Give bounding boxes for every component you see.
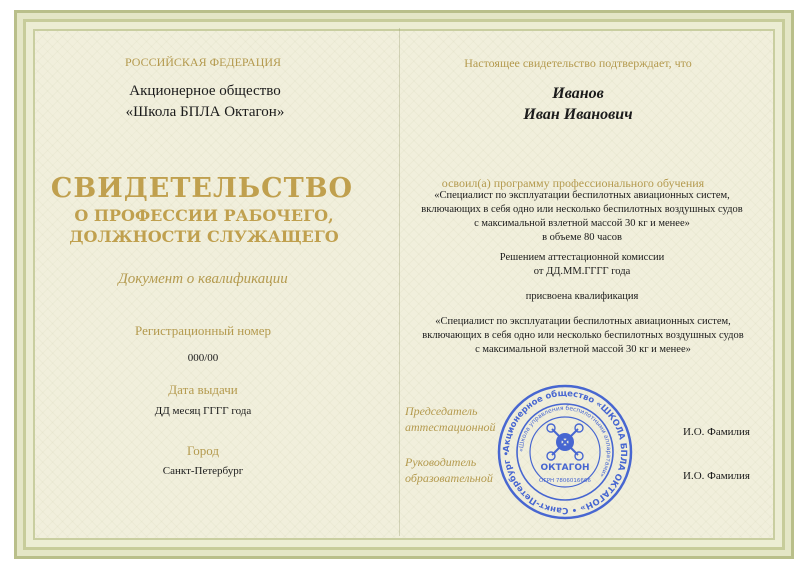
chair-label-1: Председатель bbox=[405, 404, 478, 418]
seal-inner-text: «Школа управления беспилотными аппаратами» bbox=[517, 404, 613, 479]
seal-ogrn: ОГРН 7806016666 bbox=[539, 478, 591, 484]
organization-seal bbox=[497, 384, 633, 520]
document-type: Документ о квалификации bbox=[118, 271, 288, 287]
org-name: «Школа БПЛА Октагон» bbox=[125, 104, 285, 120]
seal-center-text: ОКТАГОН bbox=[540, 463, 590, 473]
issue-date-value: ДД месяц ГГГГ года bbox=[154, 405, 252, 417]
mastered-text: освоил(а) программу профессионального обучения bbox=[441, 176, 705, 190]
chair-label-2: аттестационной bbox=[405, 420, 496, 434]
qualification-line-2: включающих в себя одно или несколько беспилотных воздушных судов bbox=[422, 330, 744, 341]
document-subtitle-1: О ПРОФЕССИИ РАБОЧЕГО, bbox=[74, 206, 334, 225]
head-label-2: образовательной bbox=[405, 471, 493, 485]
issue-date-label: Дата выдачи bbox=[168, 382, 238, 397]
confirm-text: Настоящее свидетельство подтверждает, что bbox=[464, 56, 692, 70]
holder-name: Иван Иванович bbox=[523, 106, 633, 123]
center-fold bbox=[399, 28, 400, 536]
qualification-line-1: «Специалист по эксплуатации беспилотных авиационных систем, bbox=[435, 316, 731, 327]
drone-emblem-icon bbox=[547, 424, 583, 460]
chair-name: И.О. Фамилия bbox=[683, 426, 750, 438]
seal-middle-ring bbox=[517, 404, 613, 500]
seal-inner-ring bbox=[530, 417, 600, 487]
document-subtitle-2: ДОЛЖНОСТИ СЛУЖАЩЕГО bbox=[69, 227, 339, 246]
program-line-2: включающих в себя одно или несколько беспилотных воздушных судов bbox=[421, 204, 743, 215]
country-label: РОССИЙСКАЯ ФЕДЕРАЦИЯ bbox=[124, 55, 282, 69]
seal-ring-text: Акционерное общество «ШКОЛА БПЛА ОКТАГОН» • Санкт-Петербург • bbox=[501, 388, 629, 516]
qualification-line-3: с максимальной взлетной массой 30 кг и менее» bbox=[475, 344, 691, 355]
decision-line-1: Решением аттестационной комиссии bbox=[499, 252, 665, 263]
program-line-1: «Специалист по эксплуатации беспилотных авиационных систем, bbox=[434, 190, 730, 201]
holder-surname: Иванов bbox=[552, 85, 604, 102]
assigned-text: присвоена квалификация bbox=[525, 291, 639, 302]
city-label: Город bbox=[186, 443, 220, 458]
program-line-3: с максимальной взлетной массой 30 кг и менее» bbox=[474, 218, 690, 229]
decision-line-2: от ДД.ММ.ГГГГ года bbox=[533, 266, 631, 277]
program-volume: в объеме 80 часов bbox=[542, 232, 622, 243]
document-title: СВИДЕТЕЛЬСТВО bbox=[50, 173, 354, 204]
registration-number: 000/00 bbox=[187, 352, 219, 364]
registration-label: Регистрационный номер bbox=[135, 323, 271, 338]
head-name: И.О. Фамилия bbox=[683, 470, 750, 482]
org-type: Акционерное общество bbox=[129, 83, 281, 99]
head-label-1: Руководитель bbox=[405, 455, 477, 469]
city-value: Санкт-Петербург bbox=[162, 465, 244, 477]
